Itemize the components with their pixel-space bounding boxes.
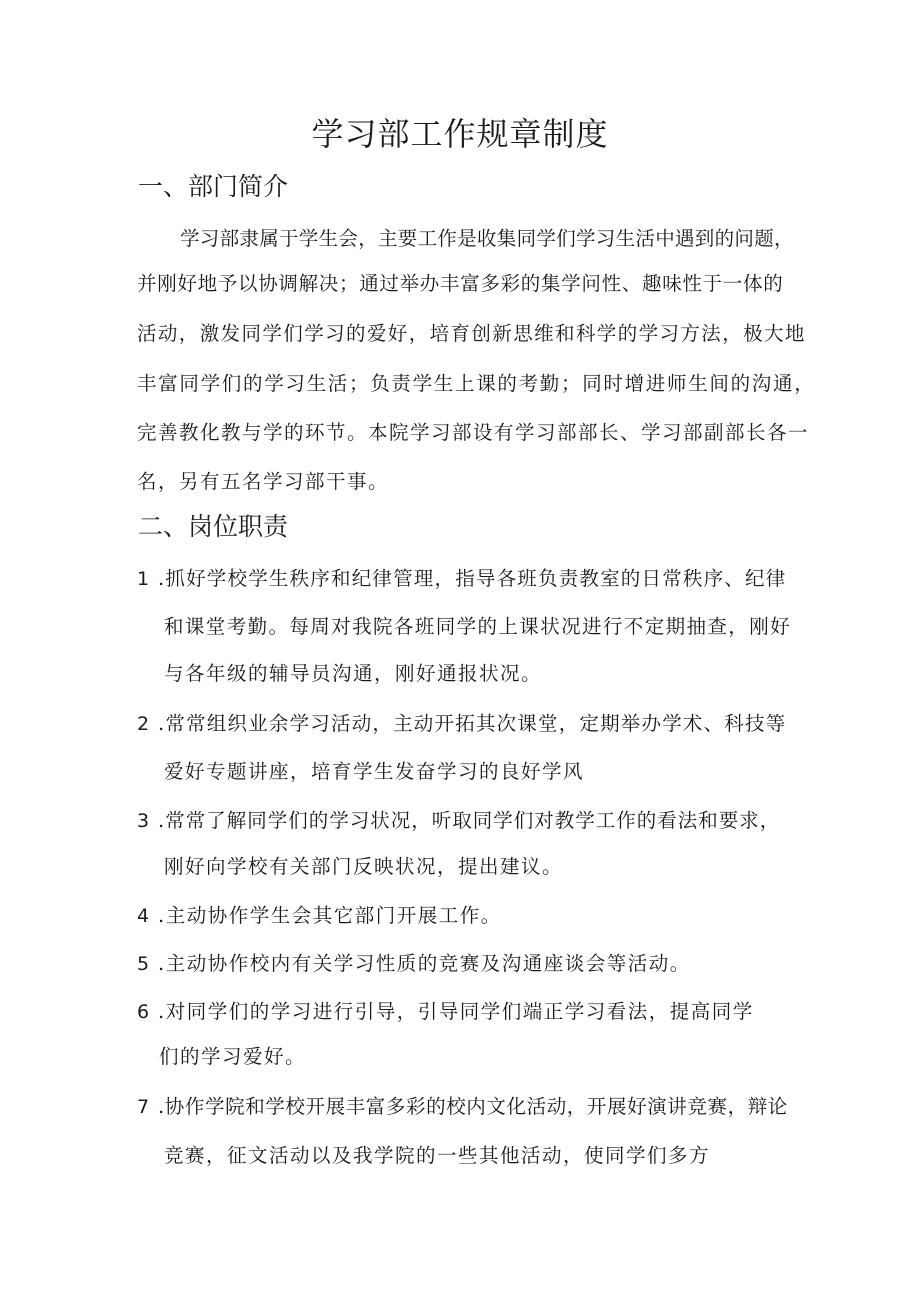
section-heading-duties: 二、岗位职责 — [138, 512, 289, 541]
item-line: 竞赛，征文活动以及我学院的一些其他活动，使同学们多方 — [164, 1144, 711, 1167]
item-line: 与各年级的辅导员沟通，刚好通报状况。 — [164, 662, 543, 685]
paragraph-line: 丰富同学们的学习生活；负责学生上课的考勤；同时增进师生间的沟通， — [137, 372, 816, 395]
item-number: 4 — [137, 905, 150, 927]
item-number: 3 — [137, 810, 150, 832]
paragraph-line: 完善教化教与学的环节。本院学习部设有学习部部长、学习部副部长各一 — [137, 421, 810, 444]
item-line: 刚好向学校有关部门反映状况，提出建议。 — [164, 855, 564, 878]
item-line: .抓好学校学生秩序和纪律管理，指导各班负责教室的日常秩序、纪律 — [158, 567, 787, 590]
item-number: 2 — [137, 713, 150, 735]
paragraph-line: 活动，激发同学们学习的爱好，培育创新思维和科学的学习方法，极大地 — [137, 322, 806, 345]
paragraph-line: 并刚好地予以协调解决；通过举办丰富多彩的集学问性、趣味性于一体的 — [137, 272, 784, 295]
item-line: .对同学们的学习进行引导，引导同学们端正学习看法，提高同学 — [158, 1000, 754, 1023]
section-heading-intro: 一、部门简介 — [138, 172, 289, 201]
item-number: 1 — [137, 568, 150, 590]
item-line: .协作学院和学校开展丰富多彩的校内文化活动，开展好演讲竞赛，辩论 — [158, 1095, 788, 1118]
paragraph-line: 名，另有五名学习部干事。 — [137, 470, 390, 493]
item-number: 7 — [137, 1096, 150, 1118]
paragraph-line: 学习部隶属于学生会，主要工作是收集同学们学习生活中遇到的问题， — [180, 227, 794, 250]
item-line: .主动协作校内有关学习性质的竞赛及沟通座谈会等活动。 — [158, 952, 691, 975]
document-title: 学习部工作规章制度 — [311, 115, 609, 153]
item-line: .常常组织业余学习活动，主动开拓其次课堂，定期举办学术、科技等 — [158, 712, 787, 735]
item-number: 6 — [137, 1001, 150, 1023]
item-line: .常常了解同学们的学习状况，听取同学们对教学工作的看法和要求， — [158, 809, 781, 832]
item-line: 们的学习爱好。 — [159, 1045, 307, 1068]
item-line: 爱好专题讲座，培育学生发奋学习的良好学风 — [164, 760, 585, 783]
item-number: 5 — [137, 953, 150, 975]
item-line: 和课堂考勤。每周对我院各班同学的上课状况进行不定期抽查，刚好 — [164, 615, 792, 638]
item-line: .主动协作学生会其它部门开展工作。 — [158, 904, 502, 927]
